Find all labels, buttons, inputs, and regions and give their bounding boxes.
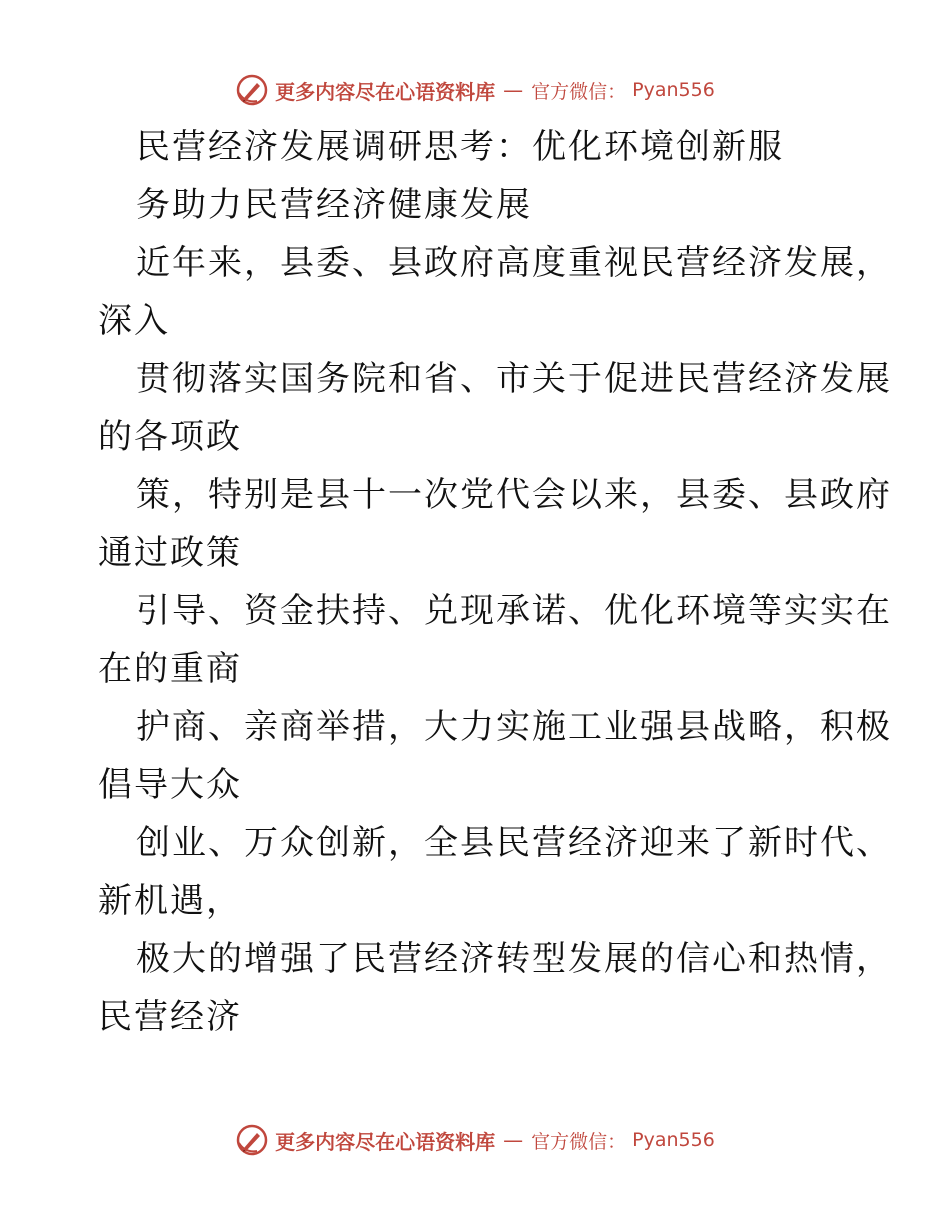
text-line: 务助力民营经济健康发展 bbox=[136, 185, 532, 225]
text-line: 贯彻落实国务院和省、市关于促进民营经济发展 bbox=[136, 359, 892, 399]
text-line: 策，特别是县十一次党代会以来，县委、县政府 bbox=[136, 475, 892, 515]
watermark-account-id: Pyan556 bbox=[632, 79, 715, 101]
text-line: 近年来，县委、县政府高度重视民营经济发展， bbox=[136, 243, 892, 283]
watermark-sub-text: 官方微信： bbox=[531, 80, 627, 103]
text-line: 深入 bbox=[98, 301, 170, 341]
text-line: 新机遇， bbox=[98, 881, 242, 921]
footer-watermark bbox=[0, 1120, 950, 1160]
pen-logo-icon bbox=[235, 1123, 269, 1157]
watermark-sub-text: 官方微信： bbox=[531, 1130, 627, 1153]
watermark-account-id: Pyan556 bbox=[632, 1129, 715, 1151]
text-line: 极大的增强了民营经济转型发展的信心和热情， bbox=[136, 939, 892, 979]
text-line: 倡导大众 bbox=[98, 765, 242, 805]
text-line: 民营经济发展调研思考：优化环境创新服 bbox=[136, 127, 784, 167]
header-watermark bbox=[0, 70, 950, 110]
text-line: 护商、亲商举措，大力实施工业强县战略，积极 bbox=[136, 707, 892, 747]
text-line: 在的重商 bbox=[98, 649, 242, 689]
watermark-separator: — bbox=[503, 1128, 524, 1152]
text-line: 引导、资金扶持、兑现承诺、优化环境等实实在 bbox=[136, 591, 892, 631]
watermark-main-text: 更多内容尽在心语资料库 bbox=[275, 1129, 496, 1154]
document-body bbox=[98, 118, 892, 1046]
text-line: 创业、万众创新，全县民营经济迎来了新时代、 bbox=[136, 823, 892, 863]
watermark-main-text: 更多内容尽在心语资料库 bbox=[275, 79, 496, 104]
pen-logo-icon bbox=[235, 73, 269, 107]
watermark-separator: — bbox=[503, 78, 524, 102]
text-line: 通过政策 bbox=[98, 533, 242, 573]
text-line: 民营经济 bbox=[98, 997, 242, 1037]
text-line: 的各项政 bbox=[98, 417, 242, 457]
